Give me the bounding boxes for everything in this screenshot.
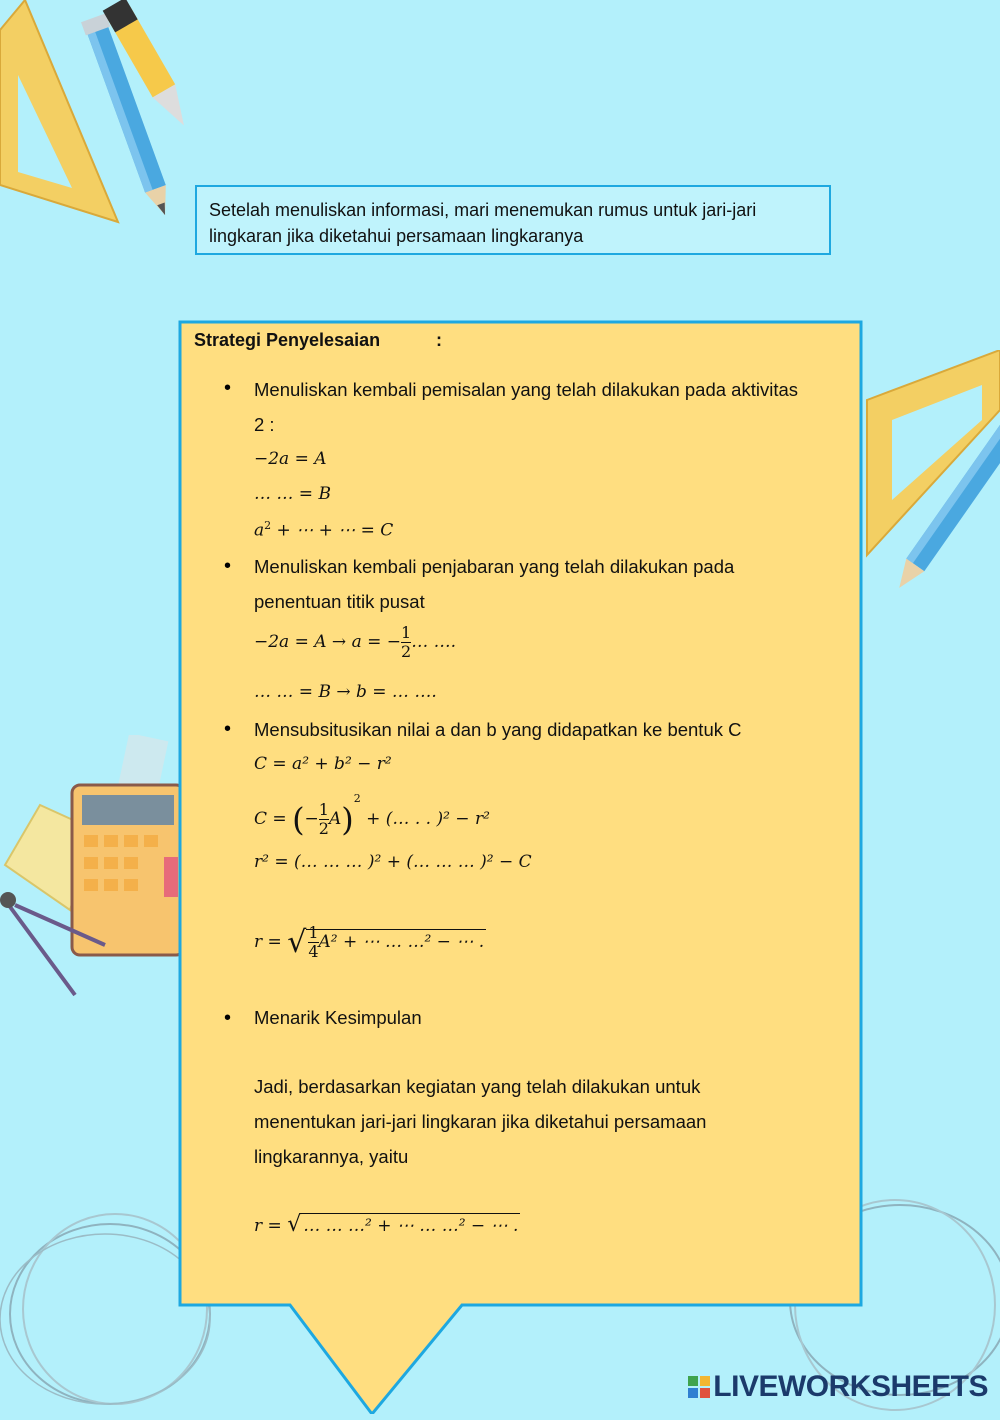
bullet3-eq4-right: A² + ⋯ … …² − ⋯ . [318, 932, 485, 952]
bullet-marker: • [224, 555, 232, 577]
final-formula: r = √ … … …² + ⋯ … …² − ⋯ . [254, 1212, 519, 1237]
intro-text: Setelah menuliskan informasi, mari menemukan rumus untuk jari-jari lingkaran jika diketahui persamaan lingkaranya [209, 200, 757, 246]
bullet2-equation1 [254, 624, 456, 661]
bullet3-equation2: C = (− $\frac{1}{2}$ A)$^2$ + (… . . )² − r² [254, 792, 490, 839]
bullet1-equation3: $a^2$ + ⋯ + ⋯ = C [254, 519, 394, 541]
bullet3-eq2-left: C = [254, 809, 287, 829]
bullet-marker: • [224, 718, 232, 740]
bullet-marker: • [224, 1007, 232, 1029]
logo-text: LIVEWORKSHEETS [713, 1370, 988, 1403]
bullet1-equation2: … … = B [254, 484, 331, 504]
final-formula-left: r = [254, 1216, 282, 1236]
bullet2-equation2: … … = B → b = … …. [254, 682, 437, 702]
fraction-numerator: 1 [308, 923, 319, 942]
bullet2-eq1-right: … …. [411, 632, 457, 652]
bullet1-eq3-a: a [254, 520, 265, 541]
bullet2-eq1-left: −2a = A → a = − [254, 632, 402, 652]
fraction-numerator: 1 [401, 623, 412, 642]
strategy-heading [194, 330, 442, 351]
fraction [319, 801, 329, 838]
strategy-colon: : [436, 330, 442, 350]
fraction [308, 924, 318, 961]
strategy-content [180, 322, 860, 1304]
conclusion-line1: Jadi, berdasarkan kegiatan yang telah dilakukan untuk [254, 1076, 701, 1097]
bullet3-eq2-right: + (… . . )² − r² [360, 809, 490, 829]
liveworksheets-logo [688, 1370, 988, 1404]
fraction-numerator: 1 [318, 800, 329, 819]
strategy-title: Strategi Penyelesaian [194, 330, 381, 350]
bullet2-text-line2: penentuan titik pusat [254, 591, 425, 612]
conclusion-line2: menentukan jari-jari lingkaran jika diketahui persamaan [254, 1111, 707, 1132]
final-formula-radicand: … … …² + ⋯ … …² − ⋯ . [301, 1213, 520, 1236]
bullet3-equation4: r = √ $\frac{1}{4}$ A² + ⋯ … …² − ⋯ . [254, 923, 485, 961]
fraction-denominator: 2 [401, 642, 412, 661]
bullet3-eq4-left: r = [254, 932, 282, 952]
fraction-denominator: 2 [318, 819, 329, 838]
bullet2-text-line1: Menuliskan kembali penjabaran yang telah dilakukan pada [254, 556, 735, 577]
bullet-marker: • [224, 377, 232, 399]
bullet1-equation1: −2a = A [254, 449, 327, 469]
bullet1-text-line1: Menuliskan kembali pemisalan yang telah dilakukan pada aktivitas [254, 379, 799, 400]
bullet3-equation1: C = a² + b² − r² [254, 754, 392, 774]
conclusion-line3: lingkarannya, yaitu [254, 1146, 409, 1167]
bullet1-text-line2: 2 : [254, 414, 275, 435]
fraction-denominator: 4 [308, 942, 319, 961]
bullet3-equation3: r² = (… … … )² + (… … … )² − C [254, 852, 532, 872]
bullet1-eq3-rest: + ⋯ + ⋯ = C [271, 520, 394, 541]
fraction [401, 624, 411, 661]
bullet4-text: Menarik Kesimpulan [254, 1007, 422, 1028]
logo-icon [688, 1376, 710, 1398]
bullet3-text: Mensubsitusikan nilai a dan b yang didapatkan ke bentuk C [254, 719, 742, 740]
